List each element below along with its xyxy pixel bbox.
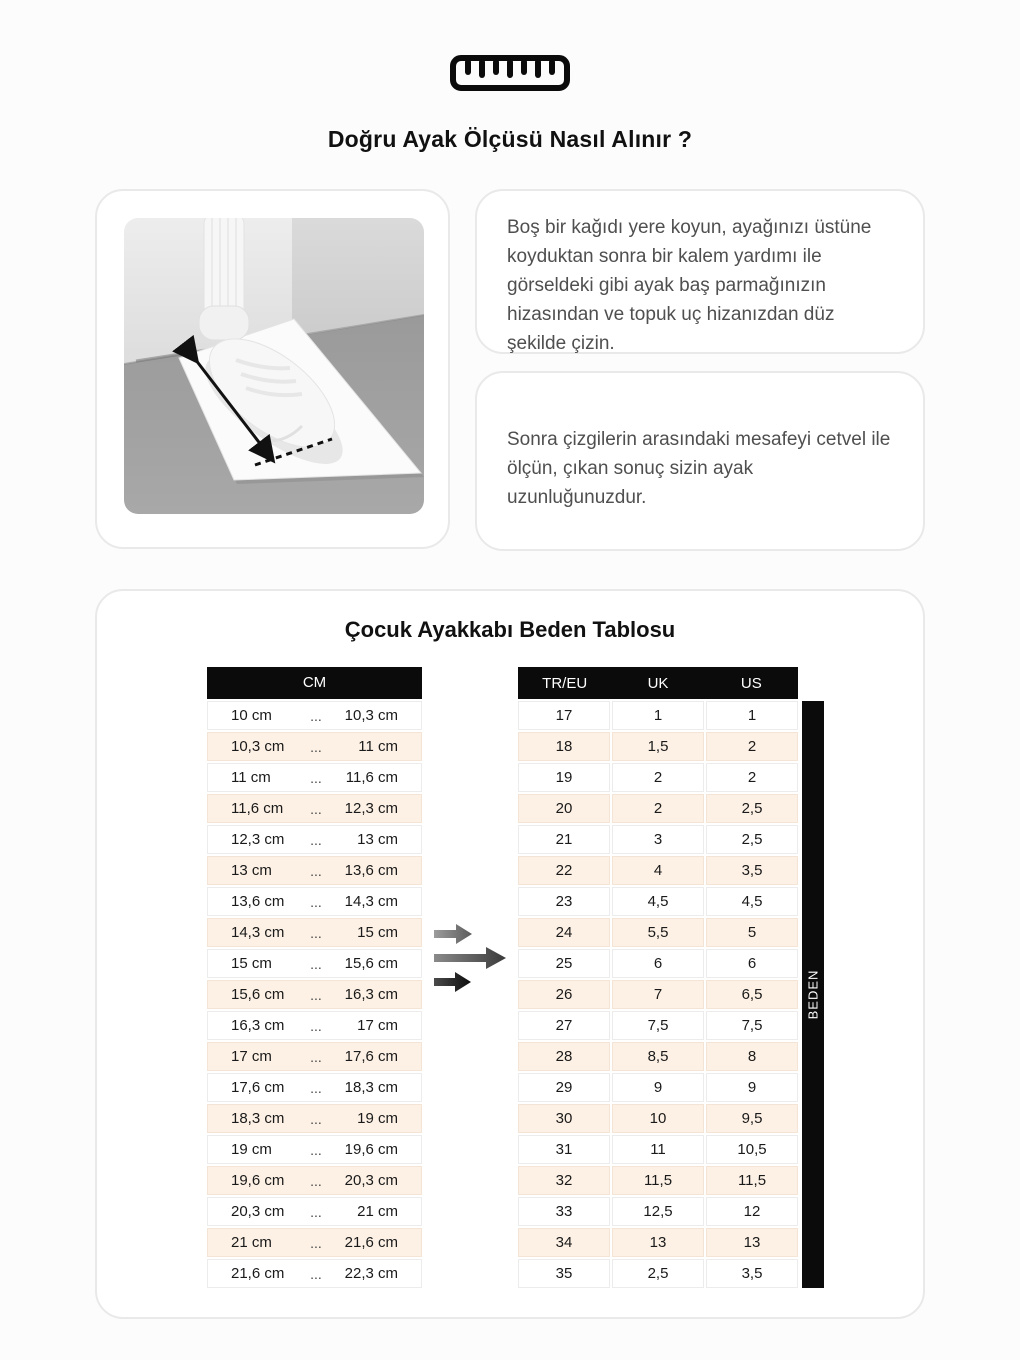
us-size-cell: 3,5	[706, 1259, 798, 1288]
range-separator: ...	[310, 893, 322, 910]
us-size-cell: 7,5	[706, 1011, 798, 1040]
cm-range-row	[207, 949, 422, 978]
ruler-icon-wrap	[95, 0, 925, 92]
cm-from-value: 20,3 cm	[231, 1203, 285, 1220]
range-separator: ...	[310, 986, 322, 1003]
tr-eu-size-cell: 26	[518, 980, 610, 1009]
size-table-card	[95, 589, 925, 1319]
cm-from-value: 18,3 cm	[231, 1110, 285, 1127]
cm-table	[207, 667, 422, 1290]
cm-from-value: 16,3 cm	[231, 1017, 285, 1034]
triple-right-arrows-icon	[430, 921, 510, 995]
cm-range-row	[207, 1166, 422, 1195]
cm-range-row	[207, 1011, 422, 1040]
instruction-step2-text: Sonra çizgilerin arasındaki mesafeyi cetvel ile ölçün, çıkan sonuç sizin ayak uzunluğunuzdur.	[507, 429, 891, 508]
cm-from-value: 10,3 cm	[231, 738, 285, 755]
uk-size-cell: 2	[612, 763, 704, 792]
cm-to-value: 17 cm	[357, 1017, 398, 1034]
range-separator: ...	[310, 1048, 322, 1065]
cm-from-value: 17,6 cm	[231, 1079, 285, 1096]
tr-eu-size-cell: 23	[518, 887, 610, 916]
range-separator: ...	[310, 1017, 322, 1034]
size-table-header-row	[518, 667, 798, 699]
us-size-cell: 3,5	[706, 856, 798, 885]
cm-to-value: 22,3 cm	[344, 1265, 398, 1282]
uk-size-cell: 11,5	[612, 1166, 704, 1195]
uk-size-cell: 2,5	[612, 1259, 704, 1288]
cm-from-value: 10 cm	[231, 707, 272, 724]
us-size-cell: 9,5	[706, 1104, 798, 1133]
cm-from-value: 13,6 cm	[231, 893, 285, 910]
size-table-title: Çocuk Ayakkabı Beden Tablosu	[344, 617, 676, 642]
tr-eu-size-cell: 24	[518, 918, 610, 947]
tr-eu-size-cell: 19	[518, 763, 610, 792]
col-header-tr-eu: TR/EU	[542, 674, 588, 692]
cm-from-value: 15,6 cm	[231, 986, 285, 1003]
us-size-cell: 9	[706, 1073, 798, 1102]
tr-eu-size-cell: 21	[518, 825, 610, 854]
beden-side-bar	[802, 701, 824, 1288]
cm-range-row	[207, 918, 422, 947]
uk-size-cell: 13	[612, 1228, 704, 1257]
uk-size-cell: 1,5	[612, 732, 704, 761]
tr-eu-size-cell: 34	[518, 1228, 610, 1257]
us-size-cell: 6,5	[706, 980, 798, 1009]
page-title: Doğru Ayak Ölçüsü Nasıl Alınır ?	[327, 126, 693, 152]
range-separator: ...	[310, 955, 322, 972]
range-separator: ...	[310, 1079, 322, 1096]
cm-to-value: 13 cm	[357, 831, 398, 848]
tr-eu-size-cell: 33	[518, 1197, 610, 1226]
us-size-cell: 4,5	[706, 887, 798, 916]
tr-eu-size-cell: 32	[518, 1166, 610, 1195]
cm-to-value: 14,3 cm	[344, 893, 398, 910]
size-tables	[97, 667, 923, 1290]
cm-to-value: 16,3 cm	[344, 986, 398, 1003]
range-separator: ...	[310, 1110, 322, 1127]
cm-range-row	[207, 732, 422, 761]
instruction-section	[95, 189, 925, 551]
uk-size-cell: 12,5	[612, 1197, 704, 1226]
uk-size-cell: 5,5	[612, 918, 704, 947]
foot-measure-photo-card	[95, 189, 450, 549]
cm-from-value: 19 cm	[231, 1141, 272, 1158]
uk-size-cell: 4	[612, 856, 704, 885]
size-conversion-table	[518, 667, 798, 1288]
tr-eu-size-cell: 30	[518, 1104, 610, 1133]
col-header-us: US	[740, 674, 762, 692]
uk-size-cell: 4,5	[612, 887, 704, 916]
cm-from-value: 21,6 cm	[231, 1265, 285, 1282]
uk-size-cell: 8,5	[612, 1042, 704, 1071]
range-separator: ...	[310, 1203, 322, 1220]
cm-range-row	[207, 1259, 422, 1288]
us-size-cell: 13	[706, 1228, 798, 1257]
uk-size-cell: 6	[612, 949, 704, 978]
cm-range-row	[207, 701, 422, 730]
cm-range-row	[207, 794, 422, 823]
cm-from-value: 13 cm	[231, 862, 272, 879]
range-separator: ...	[310, 738, 322, 755]
range-separator: ...	[310, 769, 322, 786]
us-size-cell: 2,5	[706, 825, 798, 854]
uk-size-cell: 1	[612, 701, 704, 730]
range-separator: ...	[310, 1172, 322, 1189]
page-content	[95, 0, 925, 1319]
cm-from-value: 12,3 cm	[231, 831, 285, 848]
tr-eu-size-cell: 27	[518, 1011, 610, 1040]
cm-to-value: 15 cm	[357, 924, 398, 941]
cm-range-row	[207, 825, 422, 854]
col-header-uk: UK	[647, 674, 669, 692]
cm-range-row	[207, 887, 422, 916]
cm-from-value: 11,6 cm	[231, 800, 284, 817]
beden-side-label: BEDEN	[805, 969, 821, 1020]
us-size-cell: 2	[706, 732, 798, 761]
foot-on-paper-illustration	[124, 218, 424, 514]
cm-range-row	[207, 1135, 422, 1164]
range-separator: ...	[310, 800, 322, 817]
range-separator: ...	[310, 707, 322, 724]
us-size-cell: 2,5	[706, 794, 798, 823]
cm-range-row	[207, 1104, 422, 1133]
cm-from-value: 14,3 cm	[231, 924, 285, 941]
cm-from-value: 11 cm	[231, 769, 271, 786]
us-size-cell: 12	[706, 1197, 798, 1226]
tr-eu-size-cell: 28	[518, 1042, 610, 1071]
us-size-cell: 5	[706, 918, 798, 947]
instruction-cards	[475, 189, 925, 551]
cm-range-row	[207, 856, 422, 885]
range-separator: ...	[310, 1141, 322, 1158]
cm-to-value: 12,3 cm	[344, 800, 398, 817]
cm-range-row	[207, 1197, 422, 1226]
cm-range-row	[207, 1228, 422, 1257]
ruler-icon	[449, 54, 571, 92]
tr-eu-size-cell: 17	[518, 701, 610, 730]
cm-to-value: 11 cm	[358, 738, 398, 755]
cm-to-value: 13,6 cm	[344, 862, 398, 879]
cm-to-value: 21 cm	[357, 1203, 398, 1220]
cm-from-value: 21 cm	[231, 1234, 272, 1251]
us-size-cell: 2	[706, 763, 798, 792]
range-separator: ...	[310, 1234, 322, 1251]
range-separator: ...	[310, 831, 322, 848]
cm-from-value: 19,6 cm	[231, 1172, 285, 1189]
cm-to-value: 11,6 cm	[345, 769, 398, 786]
cm-to-value: 20,3 cm	[344, 1172, 398, 1189]
cm-table-header: CM	[207, 667, 422, 699]
uk-size-cell: 3	[612, 825, 704, 854]
cm-to-value: 17,6 cm	[344, 1048, 398, 1065]
instruction-card-step1	[475, 189, 925, 354]
range-separator: ...	[310, 924, 322, 941]
uk-size-cell: 7,5	[612, 1011, 704, 1040]
cm-range-row	[207, 1042, 422, 1071]
cm-range-row	[207, 980, 422, 1009]
uk-size-cell: 9	[612, 1073, 704, 1102]
tr-eu-size-cell: 20	[518, 794, 610, 823]
us-size-cell: 11,5	[706, 1166, 798, 1195]
instruction-card-step2	[475, 371, 925, 551]
instruction-step1-text: Boş bir kağıdı yere koyun, ayağınızı üstüne koyduktan sonra bir kalem yardımı ile görseldeki gibi ayak baş parmağınızın hizasından ve topuk uç hizanızdan düz şekilde çizin.	[507, 217, 872, 354]
foot-measure-photo	[124, 218, 424, 514]
cm-to-value: 21,6 cm	[344, 1234, 398, 1251]
cm-from-value: 17 cm	[231, 1048, 272, 1065]
range-separator: ...	[310, 862, 322, 879]
us-size-cell: 6	[706, 949, 798, 978]
us-size-cell: 8	[706, 1042, 798, 1071]
uk-size-cell: 11	[612, 1135, 704, 1164]
tr-eu-size-cell: 35	[518, 1259, 610, 1288]
cm-to-value: 19 cm	[357, 1110, 398, 1127]
us-size-cell: 1	[706, 701, 798, 730]
size-conversion-wrap	[518, 667, 824, 1288]
cm-to-value: 10,3 cm	[344, 707, 398, 724]
cm-from-value: 15 cm	[231, 955, 272, 972]
uk-size-cell: 7	[612, 980, 704, 1009]
us-size-cell: 10,5	[706, 1135, 798, 1164]
tr-eu-size-cell: 25	[518, 949, 610, 978]
cm-range-row	[207, 763, 422, 792]
arrows-wrap	[422, 921, 518, 995]
uk-size-cell: 2	[612, 794, 704, 823]
tr-eu-size-cell: 22	[518, 856, 610, 885]
cm-to-value: 15,6 cm	[344, 955, 398, 972]
tr-eu-size-cell: 29	[518, 1073, 610, 1102]
cm-table-body	[207, 701, 422, 1288]
cm-to-value: 18,3 cm	[344, 1079, 398, 1096]
cm-to-value: 19,6 cm	[344, 1141, 398, 1158]
tr-eu-size-cell: 31	[518, 1135, 610, 1164]
range-separator: ...	[310, 1265, 322, 1282]
cm-range-row	[207, 1073, 422, 1102]
uk-size-cell: 10	[612, 1104, 704, 1133]
tr-eu-size-cell: 18	[518, 732, 610, 761]
